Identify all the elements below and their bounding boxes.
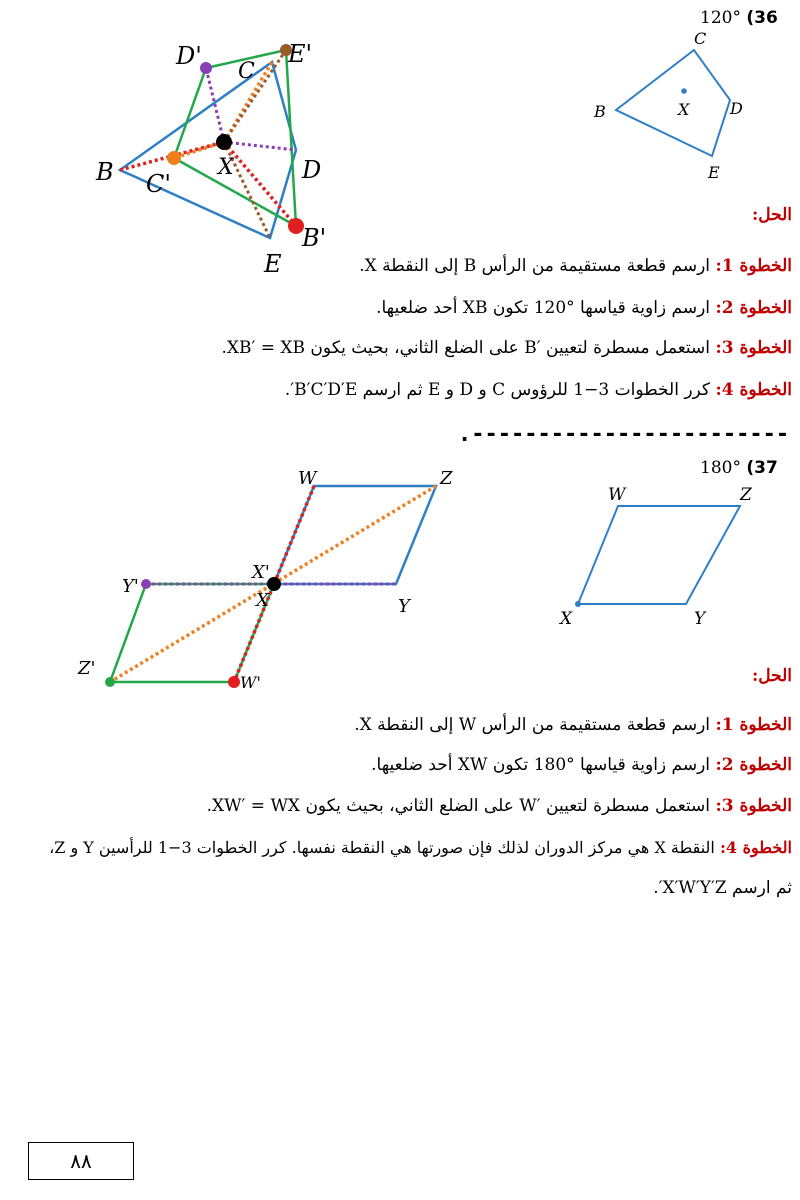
small-label-Y: Y: [694, 609, 706, 629]
big-label-D: D: [302, 156, 322, 184]
big-label-B: B: [96, 158, 114, 186]
problem-36-number: (36: [746, 8, 778, 28]
step-text: ارسم قطعة مستقيمة من الرأس W إلى النقطة X.: [354, 715, 711, 735]
problem-37-angle: 180°: [700, 458, 741, 478]
small-label-E: E: [708, 163, 720, 182]
step-37-2: [8, 753, 792, 777]
small-label-Z: Z: [740, 485, 752, 505]
step-label: الخطوة 1:: [715, 715, 792, 735]
step-text: النقطة X هي مركز الدوران لذلك فإن صورتها هي النقطة نفسها. كرر الخطوات 3−1 للرأسين Y و Z،: [49, 838, 715, 857]
solution-37-label: الحل:: [751, 666, 792, 686]
step-36-3: [8, 336, 792, 360]
small-label-D: D: [730, 99, 743, 118]
step-text: ارسم زاوية قياسها °180 تكون XW أحد ضلعيها.: [371, 755, 711, 775]
step-text: ارسم قطعة مستقيمة من الرأس B إلى النقطة X.: [359, 256, 711, 276]
big-label-Y-prime: Y': [122, 576, 139, 597]
step-label: الخطوة 3:: [715, 338, 792, 358]
small-label-X: X: [678, 100, 690, 119]
page-number: ٨٨: [28, 1142, 134, 1180]
big-label-E: E: [264, 250, 282, 278]
step-label: الخطوة 4:: [715, 380, 792, 400]
step-37-1: [8, 713, 792, 737]
small-label-B: B: [594, 102, 606, 121]
big-label-E-prime: E': [288, 40, 313, 68]
step-37-4: [8, 836, 792, 860]
step-text: ثم ارسم X′W′Y′Z′.: [653, 878, 792, 898]
figure-36-rotation: [90, 28, 350, 278]
big-label-Z-prime: Z': [78, 658, 96, 679]
small-label-X: X: [560, 609, 573, 629]
section-separator: .------------------------: [458, 422, 790, 447]
big-label-B-prime: B': [302, 224, 327, 252]
step-37-4-continuation: [8, 876, 792, 900]
step-label: الخطوة 2:: [715, 755, 792, 775]
step-text: استعمل مسطرة لتعيين ′W على الضلع الثاني، بحيث يكون XW′ = WX.: [206, 796, 711, 816]
step-text: كرر الخطوات 3−1 للرؤوس C و D و E ثم ارسم B′C′D′E′.: [284, 380, 711, 400]
step-36-1: [8, 254, 792, 278]
small-label-C: C: [694, 29, 707, 48]
big-label-C: C: [238, 59, 255, 84]
step-text: استعمل مسطرة لتعيين ′B على الضلع الثاني، بحيث يكون XB′ = XB.: [221, 338, 711, 358]
big-label-W-prime: W': [240, 673, 261, 688]
step-36-2: [8, 296, 792, 320]
step-label: الخطوة 2:: [715, 298, 792, 318]
big-label-X: X: [218, 155, 234, 180]
big-label-X-prime: X': [252, 562, 270, 583]
problem-37-number: (37: [746, 458, 778, 478]
step-label: الخطوة 1:: [715, 256, 792, 276]
step-36-4: [8, 378, 792, 402]
step-label: الخطوة 4:: [719, 838, 792, 857]
big-label-Y: Y: [398, 596, 410, 617]
big-label-C-prime: C': [146, 170, 171, 198]
solution-36-label: الحل:: [751, 205, 792, 225]
big-label-X: X: [256, 590, 269, 611]
problem-36-angle: 120°: [700, 8, 741, 28]
step-label: الخطوة 3:: [715, 796, 792, 816]
problem-37-header: [700, 458, 778, 478]
big-label-Z: Z: [440, 468, 453, 489]
step-text: ارسم زاوية قياسها °120 تكون XB أحد ضلعيها.: [376, 298, 711, 318]
big-label-D-prime: D': [176, 42, 202, 70]
figure-37-rotation: [60, 468, 480, 688]
small-label-W: W: [608, 485, 626, 505]
figure-37-original: [550, 478, 770, 638]
big-label-W: W: [298, 468, 317, 489]
figure-36-original: [580, 28, 760, 188]
step-37-3: [8, 794, 792, 818]
problem-36-header: [700, 8, 778, 28]
